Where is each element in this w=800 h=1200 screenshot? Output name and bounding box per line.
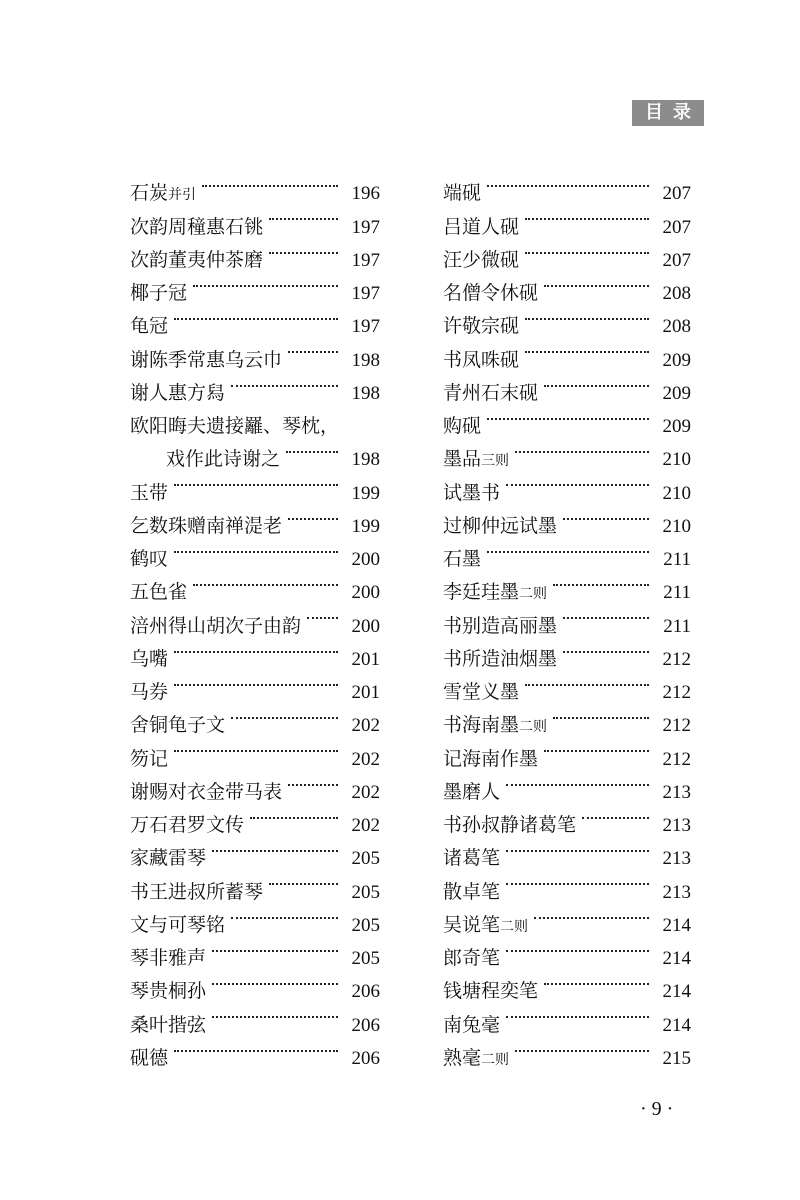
toc-entry[interactable] — [130, 166, 380, 205]
toc-entry-title-text: 诸葛笔 — [443, 847, 501, 870]
toc-entry-title-text: 乌嘴 — [130, 647, 169, 670]
toc-leader-dots — [269, 233, 338, 266]
toc-entry-title — [443, 310, 519, 343]
toc-entry-title — [443, 709, 547, 744]
toc-entry-title — [443, 410, 481, 443]
toc-entry-note: 三则 — [481, 453, 510, 470]
toc-entry-title-text: 琴贵桐孙 — [130, 980, 207, 1003]
toc-entry-title — [443, 1009, 500, 1042]
toc-entry-title-text: 马券 — [130, 681, 169, 703]
toc-leader-dots — [534, 898, 649, 931]
toc-entry-page: 211 — [663, 549, 691, 570]
toc-entry-note: 二则 — [519, 719, 548, 736]
toc-leader-dots — [525, 299, 649, 332]
toc-entry-title-text: 吴说笔 — [443, 913, 501, 936]
toc-entry-title — [130, 909, 225, 942]
toc-leader-dots — [288, 499, 338, 532]
toc-leader-dots — [212, 997, 338, 1030]
toc-entry-page: 213 — [662, 881, 691, 903]
toc-entry-title-text: 笏记 — [130, 747, 169, 770]
toc-entry-page: 213 — [662, 781, 691, 803]
toc-leader-dots — [174, 532, 338, 565]
toc-leader-dots — [525, 665, 649, 698]
toc-entry-title — [443, 177, 481, 210]
toc-leader-dots — [174, 465, 338, 498]
toc-entry-page: 207 — [662, 249, 691, 271]
toc-entry-page: 202 — [351, 815, 380, 836]
toc-leader-dots — [212, 931, 338, 964]
toc-entry-title-text: 次韵周穜惠石铫 — [130, 215, 264, 238]
toc-leader-dots — [582, 798, 649, 831]
toc-entry-title — [443, 344, 519, 377]
toc-entry-title — [130, 576, 187, 609]
toc-entry-page: 205 — [351, 914, 380, 936]
toc-entry-page: 208 — [662, 283, 691, 304]
toc-entry-title-text: 许敬宗砚 — [443, 315, 520, 338]
toc-entry-page: 201 — [351, 648, 380, 670]
toc-leader-dots — [506, 864, 649, 897]
toc-entry-title-text: 谢赐对衣金带马表 — [130, 780, 283, 803]
toc-entry-page: 198 — [351, 449, 380, 471]
toc-leader-dots — [193, 266, 338, 299]
toc-entry-title-text: 郎奇笔 — [443, 947, 501, 969]
toc-entry-title — [130, 975, 206, 1008]
toc-leader-dots — [563, 499, 649, 532]
toc-entry[interactable] — [443, 166, 691, 205]
toc-leader-dots — [544, 266, 649, 299]
toc-entry-title-text: 砚德 — [130, 1046, 169, 1069]
toc-entry-page: 210 — [662, 515, 691, 537]
toc-entry-title-text: 南兔毫 — [443, 1013, 501, 1036]
toc-entry-page: 202 — [351, 748, 380, 770]
toc-leader-dots — [563, 632, 649, 665]
toc-entry-title-text: 吕道人砚 — [443, 215, 520, 238]
toc-entry-page: 200 — [351, 615, 380, 637]
toc-entry-title — [443, 443, 509, 478]
toc-entry-title-text: 过柳仲远试墨 — [443, 514, 558, 537]
toc-entry-title-text: 熟毫 — [443, 1046, 482, 1069]
toc-entry-title-text: 桑叶揩弦 — [130, 1013, 207, 1036]
toc-entry-title-text: 家藏雷琴 — [130, 847, 207, 870]
toc-entry-page: 205 — [351, 881, 380, 903]
toc-entry-page: 206 — [351, 981, 380, 1003]
toc-leader-dots — [553, 565, 649, 598]
toc-entry-title-text: 书海南墨 — [443, 714, 520, 737]
toc-entry-title — [130, 543, 168, 576]
toc-entry-title-text: 玉带 — [130, 481, 169, 504]
toc-entry-title-text: 书凤咮砚 — [443, 348, 520, 371]
toc-leader-dots — [506, 465, 649, 498]
toc-entry-page: 200 — [351, 549, 380, 570]
toc-leader-dots — [231, 898, 338, 931]
toc-leader-dots — [515, 1031, 649, 1064]
toc-leader-dots — [515, 432, 649, 465]
toc-entry-title-text: 谢人惠方舄 — [130, 381, 226, 404]
toc-leader-dots — [506, 765, 649, 798]
toc-entry-page: 212 — [662, 748, 691, 770]
toc-leader-dots — [553, 698, 649, 731]
toc-entry-page: 201 — [351, 682, 380, 703]
toc-entry-title-text: 涪州得山胡次子由韵 — [130, 614, 302, 637]
toc-entry-page: 199 — [351, 482, 380, 504]
toc-entry-title — [443, 576, 547, 611]
toc-entry-title — [130, 1042, 168, 1075]
toc-entry-title-text: 书所造油烟墨 — [443, 647, 558, 670]
toc-entry-title-text: 散卓笔 — [443, 880, 501, 903]
toc-leader-dots — [525, 233, 649, 266]
toc-entry-page: 197 — [351, 249, 380, 271]
toc-entry-page: 202 — [351, 781, 380, 803]
toc-entry-title-text: 椰子冠 — [130, 282, 188, 304]
toc-leader-dots — [288, 332, 338, 365]
toc-entry-title — [130, 177, 196, 212]
toc-entry-title — [130, 477, 168, 510]
toc-entry-title-text: 次韵董夷仲茶磨 — [130, 248, 264, 271]
toc-entry-title — [130, 310, 168, 343]
toc-entry-title-text: 购砚 — [443, 415, 482, 437]
toc-leader-dots — [231, 698, 338, 731]
toc-entry-page: 209 — [662, 382, 691, 404]
toc-leader-dots — [174, 632, 338, 665]
toc-entry-title-text: 谢陈季常惠乌云巾 — [130, 348, 283, 371]
toc-leader-dots — [193, 565, 338, 598]
section-header-tab: 目录 — [632, 100, 704, 126]
toc-leader-dots — [286, 432, 338, 465]
toc-entry-page: 197 — [351, 283, 380, 304]
toc-entry-page: 197 — [351, 316, 380, 338]
toc-entry-title — [443, 477, 500, 510]
toc-entry-title-text: 万石君罗文传 — [130, 814, 245, 836]
toc-entry-title-text: 名僧令休砚 — [443, 282, 539, 304]
toc-entry-page: 212 — [662, 715, 691, 737]
toc-leader-dots — [506, 997, 649, 1030]
toc-entry-title — [443, 543, 481, 576]
toc-leader-dots — [212, 964, 338, 997]
toc-entry-page: 198 — [351, 382, 380, 404]
toc-leader-dots — [269, 199, 338, 232]
toc-entry-title-text: 钱塘程奕笔 — [443, 980, 539, 1003]
toc-leader-dots — [231, 366, 338, 399]
toc-entry-title-text: 书孙叔静诸葛笔 — [443, 814, 577, 836]
toc-entry-page: 200 — [351, 582, 380, 604]
toc-entry-page: 214 — [662, 914, 691, 936]
toc-leader-dots — [174, 1031, 338, 1064]
toc-entry-title — [443, 676, 519, 709]
toc-entry-note: 二则 — [481, 1051, 510, 1068]
toc-entry-page: 215 — [662, 1047, 691, 1069]
toc-entry-page: 213 — [662, 848, 691, 870]
toc-entry-title — [130, 743, 168, 776]
toc-entry-title — [443, 211, 519, 244]
toc-entry-page: 207 — [662, 183, 691, 205]
toc-entry-title — [443, 942, 500, 975]
toc-entry-page: 214 — [662, 948, 691, 969]
toc-entry-title — [130, 942, 206, 975]
toc-leader-dots — [174, 731, 338, 764]
toc-entry-page: 214 — [662, 981, 691, 1003]
toc-entry-page: 199 — [351, 515, 380, 537]
toc-entry-title-text: 记海南作墨 — [443, 747, 539, 770]
page-number: · 9 · — [640, 1098, 674, 1120]
toc-leader-dots — [212, 831, 338, 864]
toc-entry-page: 205 — [351, 848, 380, 870]
toc-entry-page: 209 — [662, 349, 691, 371]
toc-entry-title-text: 试墨书 — [443, 481, 501, 504]
toc-entry-title-text: 戏作此诗谢之 — [166, 448, 281, 471]
toc-entry-page: 205 — [351, 948, 380, 969]
toc-entry-title — [130, 842, 206, 875]
toc-entry-title — [443, 610, 557, 643]
toc-entry-page: 207 — [662, 216, 691, 238]
toc-entry-title — [130, 643, 168, 676]
toc-entry-page: 212 — [662, 682, 691, 703]
toc-leader-dots — [525, 199, 649, 232]
toc-entry-title-text: 龟冠 — [130, 315, 169, 338]
toc-entry-title — [443, 842, 500, 875]
toc-entry-title-text: 五色雀 — [130, 581, 188, 604]
toc-leader-dots — [506, 931, 649, 964]
toc-entry-title-text: 雪堂义墨 — [443, 681, 520, 703]
toc-entry-page: 214 — [662, 1014, 691, 1036]
toc-entry-page: 197 — [351, 216, 380, 238]
toc-leader-dots — [202, 166, 338, 199]
toc-column-left — [130, 166, 380, 1069]
toc-leader-dots — [174, 665, 338, 698]
toc-leader-dots — [487, 399, 649, 432]
toc-entry-page: 198 — [351, 349, 380, 371]
toc-leader-dots — [174, 299, 338, 332]
toc-entry-title-text: 墨品 — [443, 448, 482, 471]
toc-leader-dots — [269, 864, 338, 897]
toc-leader-dots — [544, 731, 649, 764]
toc-entry-title — [443, 1042, 509, 1077]
toc-entry-page: 210 — [662, 449, 691, 471]
toc-entry-note: 二则 — [500, 918, 529, 935]
toc-entry-page: 206 — [351, 1014, 380, 1036]
toc-leader-dots — [487, 166, 649, 199]
toc-entry-title-text: 乞数珠赠南禅湜老 — [130, 514, 283, 537]
toc-entry-title — [130, 377, 225, 410]
toc-entry-page: 213 — [662, 815, 691, 836]
toc-entry-title — [443, 277, 538, 310]
toc-entry-title — [443, 244, 519, 277]
toc-leader-dots — [487, 532, 649, 565]
toc-entry-title-text: 书王进叔所蓄琴 — [130, 880, 264, 903]
toc-entry-page: 208 — [662, 316, 691, 338]
toc-leader-dots — [544, 964, 649, 997]
toc-entry-title-text: 舍铜龟子文 — [130, 714, 226, 737]
toc-entry-title-text: 书别造高丽墨 — [443, 614, 558, 637]
toc-leader-dots — [307, 598, 338, 631]
toc-entry-title-text: 欧阳晦夫遗接䍦、琴枕， — [130, 415, 340, 437]
toc-entry-page: 206 — [351, 1047, 380, 1069]
toc-leader-dots — [525, 332, 649, 365]
toc-entry-title-text: 端砚 — [443, 182, 482, 205]
toc-entry-title-text: 李廷珪墨 — [443, 581, 520, 604]
toc-leader-dots — [544, 366, 649, 399]
toc-entry-title — [443, 876, 500, 909]
toc-entry-page: 211 — [663, 615, 691, 637]
toc-entry-page: 209 — [662, 416, 691, 437]
toc-entry-page: 202 — [351, 715, 380, 737]
toc-column-right — [443, 166, 691, 1069]
toc-entry-note: 二则 — [519, 586, 548, 603]
toc-entry-page: 210 — [662, 482, 691, 504]
toc-leader-dots — [506, 831, 649, 864]
toc-entry-title-text: 鹤叹 — [130, 548, 169, 570]
toc-entry-title — [130, 676, 168, 709]
toc-entry-title-text: 汪少微砚 — [443, 248, 520, 271]
toc-entry-title-text: 青州石末砚 — [443, 381, 539, 404]
toc-leader-dots — [563, 598, 649, 631]
toc-entry-note: 并引 — [168, 187, 197, 204]
toc-entry-title — [130, 211, 263, 244]
toc-leader-dots — [250, 798, 338, 831]
toc-entry-title-text: 墨磨人 — [443, 780, 501, 803]
toc-leader-dots — [288, 765, 338, 798]
toc-entry-title-text: 文与可琴铭 — [130, 913, 226, 936]
toc-entry-page: 211 — [663, 582, 691, 604]
toc-entry-page: 212 — [662, 648, 691, 670]
toc-entry-title-text: 石炭 — [130, 182, 169, 205]
toc-entry-title-text: 石墨 — [443, 548, 482, 570]
toc-entry-title-text: 琴非雅声 — [130, 947, 207, 969]
toc-entry-title — [443, 776, 500, 809]
toc-entry-page: 196 — [351, 183, 380, 205]
